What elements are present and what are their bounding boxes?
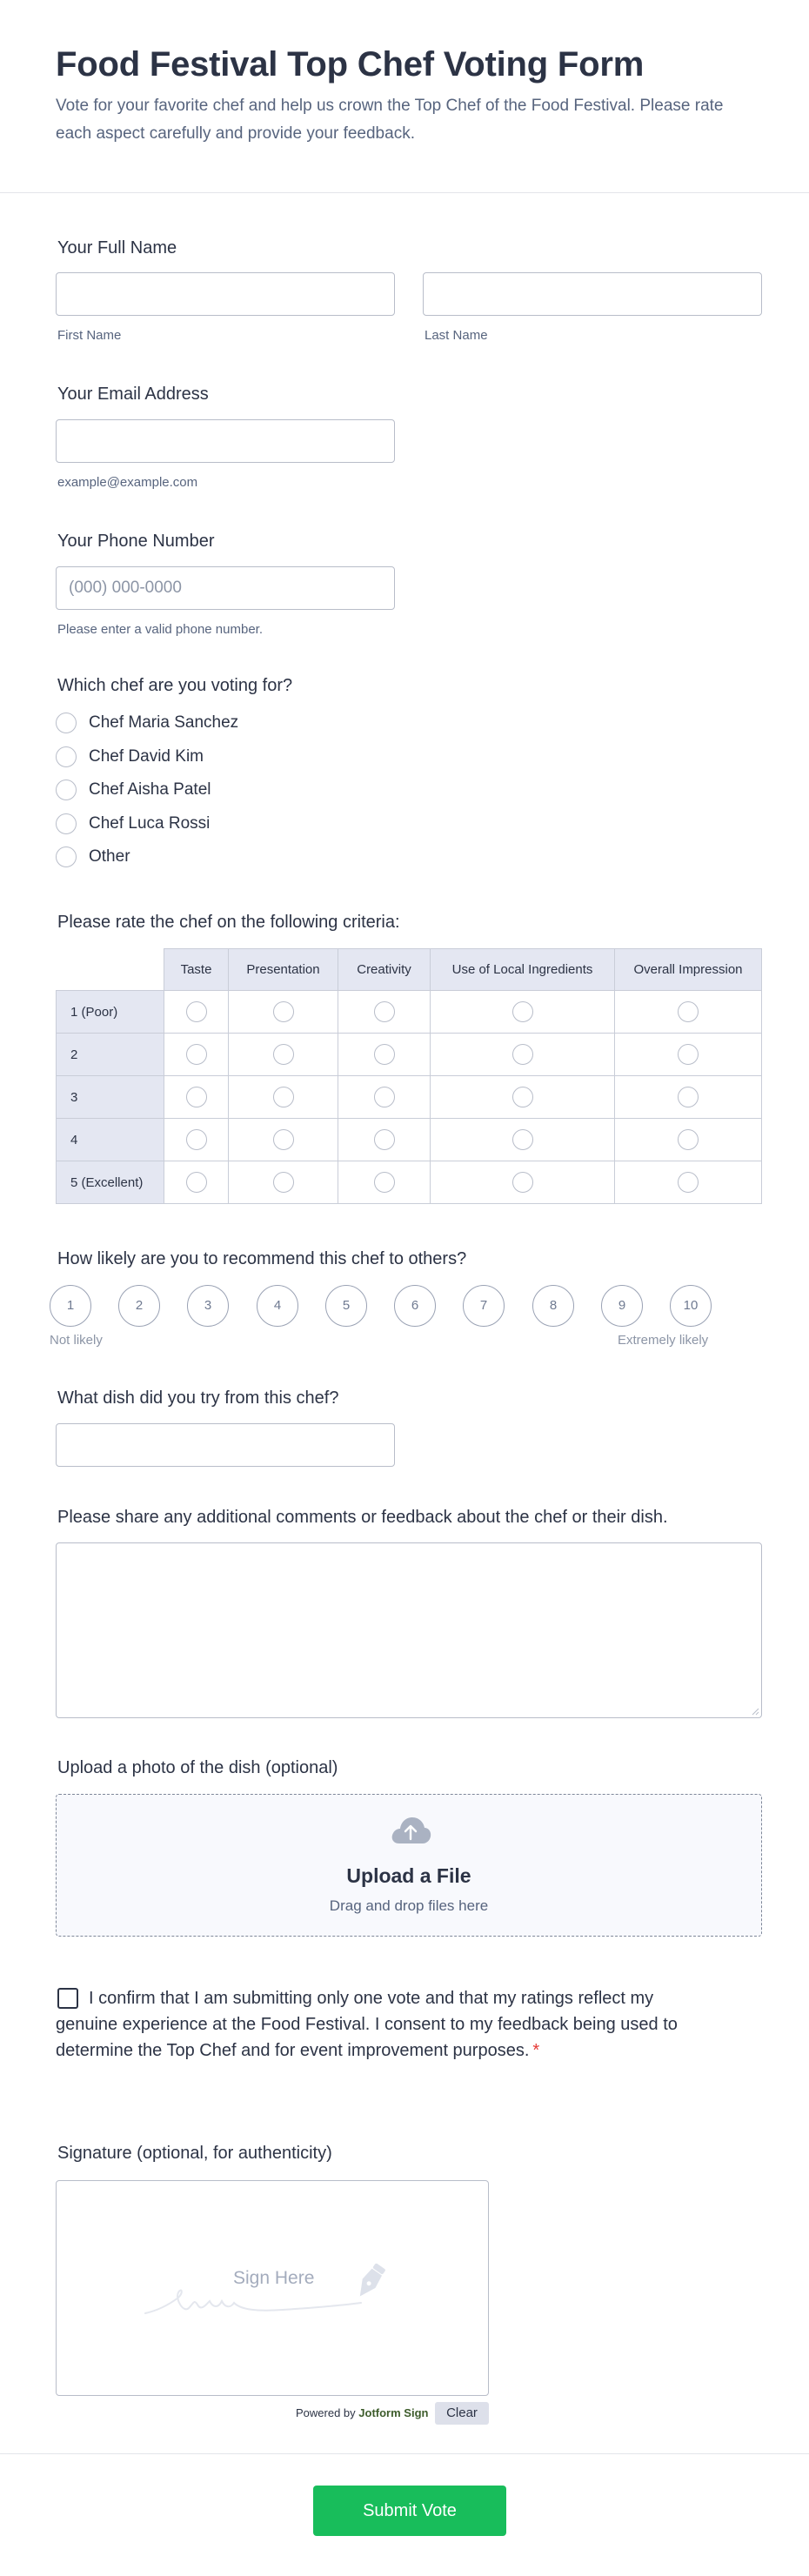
radio-button[interactable] <box>374 1087 395 1107</box>
scale-option-7[interactable]: 7 <box>463 1285 505 1327</box>
email-label: Your Email Address <box>57 385 209 404</box>
matrix-cell[interactable] <box>338 1119 431 1161</box>
form-title: Food Festival Top Chef Voting Form <box>56 45 645 84</box>
email-input[interactable] <box>56 419 395 463</box>
radio-button[interactable] <box>273 1001 294 1022</box>
radio-button[interactable] <box>56 813 77 834</box>
radio-button[interactable] <box>273 1129 294 1150</box>
last-name-sublabel: Last Name <box>425 328 488 343</box>
scale-option-3[interactable]: 3 <box>187 1285 229 1327</box>
comments-label: Please share any additional comments or feedback about the chef or their dish. <box>57 1508 668 1527</box>
scale-option-1[interactable]: 1 <box>50 1285 91 1327</box>
radio-button[interactable] <box>56 713 77 733</box>
signature-placeholder: Sign Here <box>233 2268 315 2288</box>
comments-textarea[interactable] <box>56 1542 762 1718</box>
radio-button[interactable] <box>273 1044 294 1065</box>
scale-option-8[interactable]: 8 <box>532 1285 574 1327</box>
matrix-cell[interactable] <box>229 1076 338 1119</box>
matrix-cell[interactable] <box>615 991 762 1034</box>
signature-pad[interactable] <box>56 2180 489 2396</box>
radio-button[interactable] <box>186 1087 207 1107</box>
phone-sublabel: Please enter a valid phone number. <box>57 622 263 637</box>
chef-choice-label: Which chef are you voting for? <box>57 676 293 695</box>
powered-prefix: Powered by <box>296 2406 356 2419</box>
required-marker: * <box>532 2041 540 2060</box>
radio-button[interactable] <box>374 1001 395 1022</box>
matrix-cell[interactable] <box>164 991 229 1034</box>
chef-option-label: Chef Aisha Patel <box>89 780 211 799</box>
dish-input[interactable] <box>56 1423 395 1467</box>
radio-button[interactable] <box>512 1087 533 1107</box>
upload-title: Upload a File <box>346 1864 471 1887</box>
matrix-row-label: 4 <box>57 1119 164 1161</box>
radio-button[interactable] <box>374 1044 395 1065</box>
consent-text <box>56 1985 699 2064</box>
matrix-cell[interactable] <box>431 1161 615 1204</box>
radio-button[interactable] <box>678 1001 699 1022</box>
cloud-upload-icon <box>389 1814 432 1847</box>
matrix-cell[interactable] <box>615 1119 762 1161</box>
radio-button[interactable] <box>186 1044 207 1065</box>
radio-button[interactable] <box>678 1087 699 1107</box>
scale-max-label: Extremely likely <box>618 1333 709 1348</box>
recommend-label: How likely are you to recommend this chef to others? <box>57 1249 467 1268</box>
matrix-row <box>57 1076 762 1119</box>
matrix-row-label: 5 (Excellent) <box>57 1161 164 1204</box>
matrix-cell[interactable] <box>229 991 338 1034</box>
matrix-cell[interactable] <box>431 1076 615 1119</box>
powered-by <box>296 2406 428 2419</box>
scale-option-5[interactable]: 5 <box>325 1285 367 1327</box>
radio-button[interactable] <box>512 1044 533 1065</box>
matrix-row <box>57 1034 762 1076</box>
matrix-row-label: 2 <box>57 1034 164 1076</box>
scale-option-6[interactable]: 6 <box>394 1285 436 1327</box>
last-name-input[interactable] <box>423 272 762 316</box>
matrix-row <box>57 1119 762 1161</box>
chef-option-label: Other <box>89 847 130 866</box>
matrix-cell[interactable] <box>164 1119 229 1161</box>
radio-button[interactable] <box>512 1001 533 1022</box>
radio-button[interactable] <box>678 1129 699 1150</box>
powered-brand[interactable]: Jotform Sign <box>358 2406 429 2419</box>
matrix-cell[interactable] <box>229 1119 338 1161</box>
radio-button[interactable] <box>512 1129 533 1150</box>
dish-label: What dish did you try from this chef? <box>57 1388 339 1408</box>
email-sublabel: example@example.com <box>57 475 198 490</box>
radio-button[interactable] <box>512 1172 533 1193</box>
matrix-cell[interactable] <box>229 1161 338 1204</box>
scale-option-2[interactable]: 2 <box>118 1285 160 1327</box>
matrix-col-overall: Overall Impression <box>615 949 762 991</box>
radio-button[interactable] <box>273 1087 294 1107</box>
phone-input[interactable]: (000) 000-0000 <box>56 566 395 610</box>
consent-label: I confirm that I am submitting only one vote and that my ratings reflect my genuine experience at the Food Festival. I consent to my feedback being used to determine the Top Chef and for event improvement purposes. <box>56 1989 678 2060</box>
matrix-header-row <box>57 949 762 991</box>
matrix-col-taste: Taste <box>164 949 229 991</box>
radio-button[interactable] <box>374 1172 395 1193</box>
upload-subtitle: Drag and drop files here <box>329 1897 489 1914</box>
matrix-cell[interactable] <box>164 1076 229 1119</box>
matrix-cell[interactable] <box>338 1034 431 1076</box>
radio-button[interactable] <box>186 1001 207 1022</box>
upload-label: Upload a photo of the dish (optional) <box>57 1758 338 1777</box>
radio-button[interactable] <box>56 779 77 800</box>
chef-option-david[interactable] <box>56 746 204 768</box>
radio-button[interactable] <box>186 1129 207 1150</box>
radio-button[interactable] <box>273 1172 294 1193</box>
matrix-cell[interactable] <box>229 1034 338 1076</box>
radio-button[interactable] <box>374 1129 395 1150</box>
scale-option-10[interactable]: 10 <box>670 1285 712 1327</box>
chef-option-label: Chef David Kim <box>89 747 204 766</box>
first-name-input[interactable] <box>56 272 395 316</box>
rating-matrix-label: Please rate the chef on the following criteria: <box>57 913 400 932</box>
chef-option-label: Chef Luca Rossi <box>89 814 211 833</box>
chef-option-maria[interactable] <box>56 712 238 734</box>
scale-option-4[interactable]: 4 <box>257 1285 298 1327</box>
submit-button[interactable]: Submit Vote <box>313 2486 506 2536</box>
matrix-row-label: 3 <box>57 1076 164 1119</box>
matrix-cell[interactable] <box>615 1161 762 1204</box>
radio-button[interactable] <box>678 1044 699 1065</box>
footer-divider <box>0 2453 809 2454</box>
matrix-cell[interactable] <box>431 1034 615 1076</box>
upload-dropzone[interactable] <box>56 1794 762 1937</box>
chef-option-aisha[interactable] <box>56 779 211 801</box>
phone-label: Your Phone Number <box>57 532 215 551</box>
scale-option-9[interactable]: 9 <box>601 1285 643 1327</box>
matrix-col-local-ingredients: Use of Local Ingredients <box>431 949 615 991</box>
matrix-row <box>57 1161 762 1204</box>
matrix-col-creativity: Creativity <box>338 949 431 991</box>
matrix-cell[interactable] <box>164 1161 229 1204</box>
chef-option-label: Chef Maria Sanchez <box>89 713 239 732</box>
radio-button[interactable] <box>56 746 77 767</box>
signature-label: Signature (optional, for authenticity) <box>57 2144 332 2163</box>
matrix-corner <box>57 949 164 991</box>
matrix-cell[interactable] <box>338 1076 431 1119</box>
radio-button[interactable] <box>678 1172 699 1193</box>
matrix-cell[interactable] <box>615 1076 762 1119</box>
chef-option-other[interactable] <box>56 846 130 868</box>
form-subtitle: Vote for your favorite chef and help us crown the Top Chef of the Food Festival. Please rate each aspect carefully and provide your feedback. <box>56 97 724 143</box>
matrix-cell[interactable] <box>615 1034 762 1076</box>
first-name-sublabel: First Name <box>57 328 122 343</box>
chef-option-luca[interactable] <box>56 813 210 835</box>
matrix-cell[interactable] <box>431 991 615 1034</box>
matrix-cell[interactable] <box>431 1119 615 1161</box>
matrix-row-label: 1 (Poor) <box>57 991 164 1034</box>
form-header <box>0 0 809 193</box>
full-name-label: Your Full Name <box>57 238 177 258</box>
matrix-row <box>57 991 762 1034</box>
resize-handle-icon[interactable] <box>751 1707 759 1716</box>
matrix-cell[interactable] <box>338 991 431 1034</box>
matrix-col-presentation: Presentation <box>229 949 338 991</box>
scale-min-label: Not likely <box>50 1333 103 1348</box>
radio-button[interactable] <box>56 846 77 867</box>
matrix-cell[interactable] <box>164 1034 229 1076</box>
clear-signature-button[interactable]: Clear <box>435 2402 489 2425</box>
radio-button[interactable] <box>186 1172 207 1193</box>
rating-matrix <box>56 948 762 1204</box>
matrix-cell[interactable] <box>338 1161 431 1204</box>
